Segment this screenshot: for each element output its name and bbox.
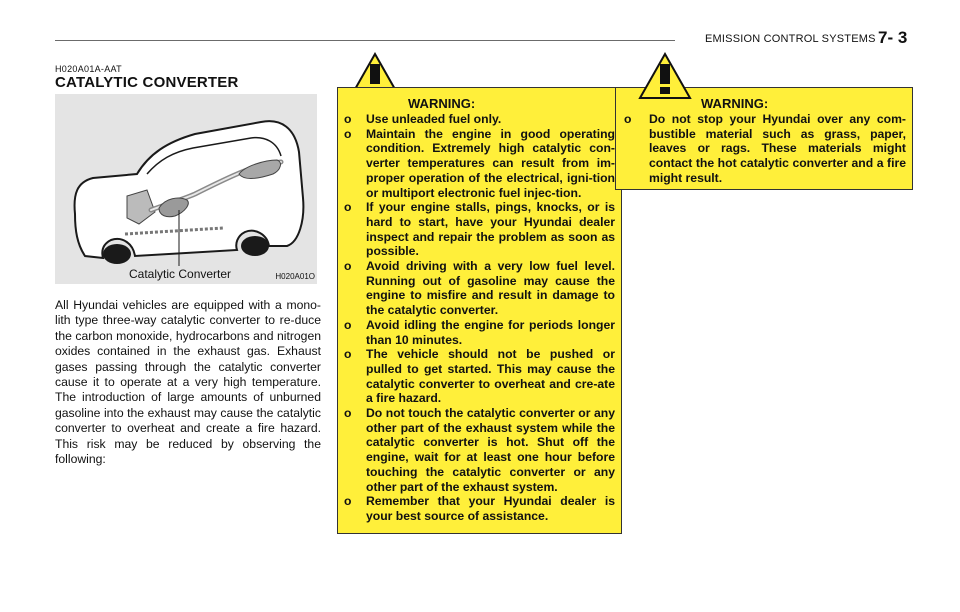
warning-item-text: Avoid driving with a very low fuel level. Running out of gasoline may cause the engine to misfire and result in damage to the catalytic converter.: [366, 259, 615, 318]
warning-triangle-icon: [638, 52, 692, 100]
warning-item-text: Remember that your Hyundai dealer is your best source of assistance.: [366, 494, 615, 523]
bullet: o: [344, 406, 352, 421]
bullet: o: [344, 200, 352, 215]
warning-item: [624, 112, 906, 186]
bullet: o: [344, 112, 352, 126]
warning-item-text: Do not stop your Hyundai over any com-bustible material such as grass, paper, leaves or rags. These materials might contact the hot catalytic converter and a fire might result.: [649, 112, 906, 185]
warning-item: [344, 200, 615, 259]
page-number: 7- 3: [878, 28, 908, 47]
warning-item-text: If your engine stalls, pings, knocks, or is hard to start, have your Hyundai dealer inspect and repair the problem as soon as possible.: [366, 200, 615, 259]
bullet: o: [344, 126, 352, 141]
car-illustration: [55, 94, 317, 284]
warning-box-2: [615, 87, 913, 190]
warning-title: WARNING:: [408, 96, 476, 111]
warning-item-text: Do not touch the catalytic converter or any other part of the exhaust system while the catalytic converter is hot. Shut off the engine, wait for at least one hour before touching the catalytic converter or any other part of the exhaust system.: [366, 406, 615, 494]
warning-item-text: Avoid idling the engine for periods longer than 10 minutes.: [366, 317, 615, 347]
section-code: H020A01A-AAT: [55, 64, 122, 74]
warning-list: [344, 112, 615, 524]
figure-code: H020A01O: [275, 272, 315, 281]
bullet: o: [624, 112, 632, 126]
warning-item: [344, 318, 615, 347]
figure-caption: Catalytic Converter: [129, 267, 232, 281]
bullet: o: [344, 317, 352, 332]
bullet: o: [344, 347, 352, 362]
warning-item-text: The vehicle should not be pushed or pulled to get started. This may cause the catalytic converter to overheat and cre-ate a fire hazard.: [366, 347, 615, 406]
body-paragraph: All Hyundai vehicles are equipped with a mono-lith type three-way catalytic converter to re-duce the carbon monoxide, hydrocarbons and nitrogen oxides contained in the exhaust gas. Exhaust gases passing through the catalytic converter cause it to operate at a very high temperature. The introduction of large amounts of unburned gasoline into the exhaust may cause the catalytic converter to overheat and create a fire hazard. This risk may be reduced by observing the following:: [55, 298, 321, 467]
warning-item-text: Use unleaded fuel only.: [366, 112, 502, 126]
warning-item-text: Maintain the engine in good operating condition. Extremely high catalytic con-verter temperatures can result from im-proper operation of the electrical, igni-tion or multiport electronic fuel injec-tion.: [366, 126, 615, 200]
warning-box-1: [337, 87, 622, 534]
warning-item: [344, 406, 615, 494]
bullet: o: [344, 494, 352, 509]
warning-item: [344, 112, 615, 127]
warning-item: [344, 259, 615, 318]
header-section-title: EMISSION CONTROL SYSTEMS: [705, 33, 876, 45]
section-title: CATALYTIC CONVERTER: [55, 74, 239, 91]
warning-item: [344, 347, 615, 406]
bullet: o: [344, 259, 352, 274]
header-rule: [55, 40, 675, 41]
warning-item: [344, 127, 615, 201]
warning-title: WARNING:: [701, 96, 769, 111]
catalytic-converter-figure: [55, 94, 317, 284]
warning-list: [624, 112, 906, 186]
warning-item: [344, 494, 615, 523]
